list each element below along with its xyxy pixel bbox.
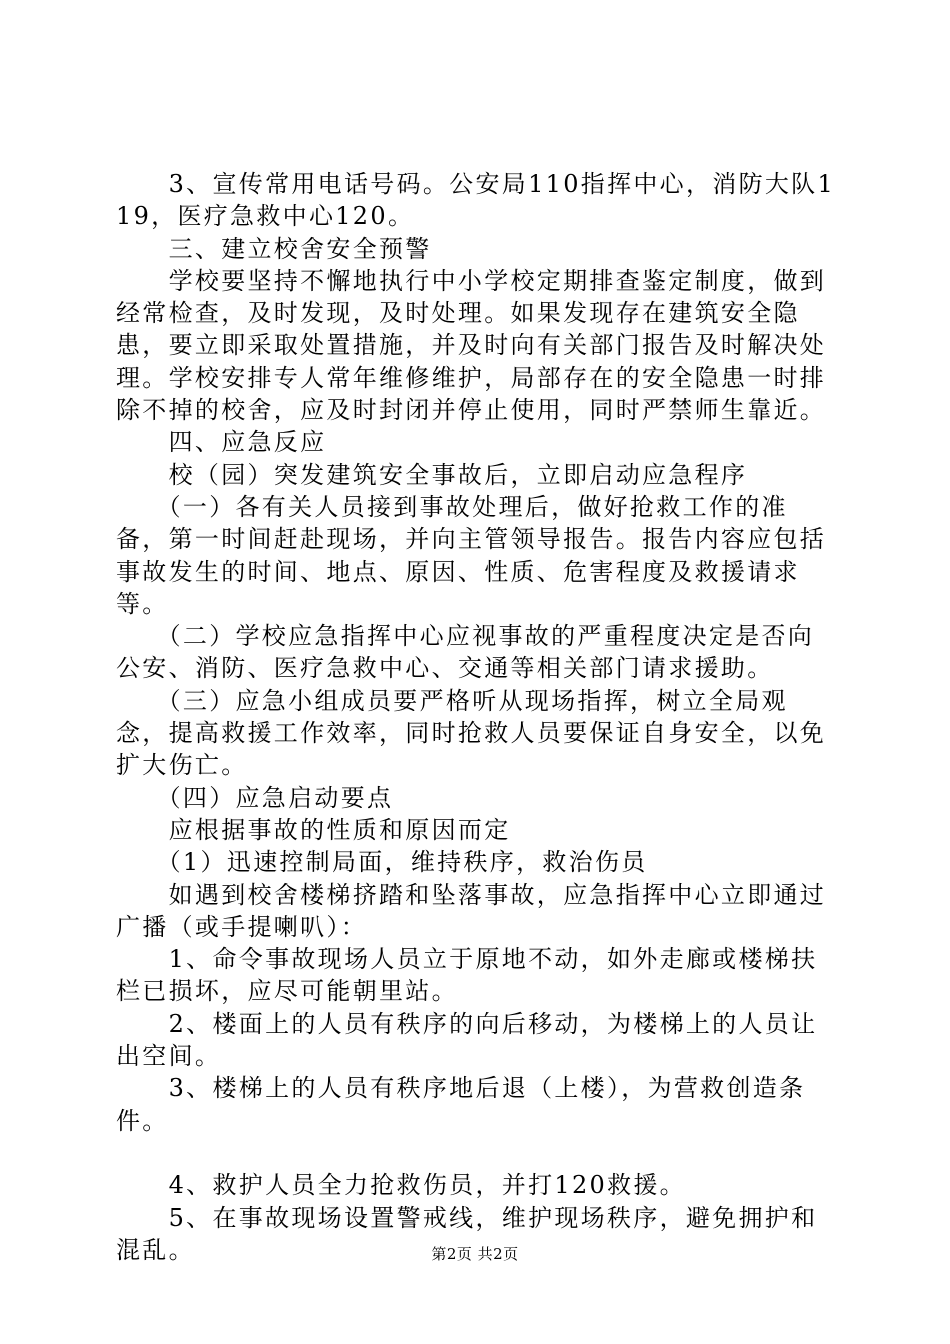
paragraph-item-one: （一）各有关人员接到事故处理后，做好抢救工作的准备，第一时间赶赴现场，并向主管领导报告。报告内容应包括事故发生的时间、地点、原因、性质、危害程度及救援请求等。 <box>116 492 827 618</box>
list-item-2: 2、楼面上的人员有秩序的向后移动，为楼梯上的人员让出空间。 <box>116 1009 818 1071</box>
heading-section-three: 三、建立校舍安全预警 <box>116 234 432 263</box>
heading-item-four: （四）应急启动要点 <box>116 783 394 812</box>
list-item-4: 4、救护人员全力抢救伤员，并打120救援。 <box>116 1171 686 1200</box>
blank-line <box>116 1137 838 1169</box>
paragraph-item-three: （三）应急小组成员要严格听从现场指挥，树立全局观念，提高救援工作效率，同时抢救人员要保证自身安全，以免扩大伤亡。 <box>116 686 827 780</box>
list-item-3: 3、楼梯上的人员有秩序地后退（上楼），为营救创造条件。 <box>116 1074 806 1135</box>
paragraph-inspection: 学校要坚持不懈地执行中小学校定期排查鉴定制度，做到经常检查，及时发现，及时处理。如果发现存在建筑安全隐患，要立即采取处置措施，并及时向有关部门报告及时解决处理。学校安排专人常年维修维护，局部存在的安全隐患一时排除不掉的校舍，应及时封闭并停止使用，同时严禁师生靠近。 <box>116 266 827 425</box>
list-item-1: 1、命令事故现场人员立于原地不动，如外走廊或楼梯扶栏已损坏，应尽可能朝里站。 <box>116 945 818 1006</box>
paragraph-broadcast: 如遇到校舍楼梯挤踏和坠落事故，应急指挥中心立即通过广播（或手提喇叭）： <box>116 880 827 941</box>
paragraph-start-procedure: 校（园）突发建筑安全事故后，立即启动应急程序 <box>116 460 748 489</box>
page-footer: 第2页 共2页 <box>431 1245 519 1263</box>
paragraph-by-nature: 应根据事故的性质和原因而定 <box>116 815 511 844</box>
paragraph-control-situation: （1）迅速控制局面，维持秩序，救治伤员 <box>116 848 648 877</box>
paragraph-item-two: （二）学校应急指挥中心应视事故的严重程度决定是否向公安、消防、医疗急救中心、交通等相关部门请求援助。 <box>116 622 815 683</box>
document-body <box>116 168 838 1266</box>
list-item-5: 5、在事故现场设置警戒线，维护现场秩序，避免拥护和混乱。 <box>116 1203 818 1264</box>
paragraph-phone-numbers: 3、宣传常用电话号码。公安局110指挥中心，消防大队119，医疗急救中心120。 <box>116 170 836 231</box>
heading-section-four: 四、应急反应 <box>116 428 327 457</box>
